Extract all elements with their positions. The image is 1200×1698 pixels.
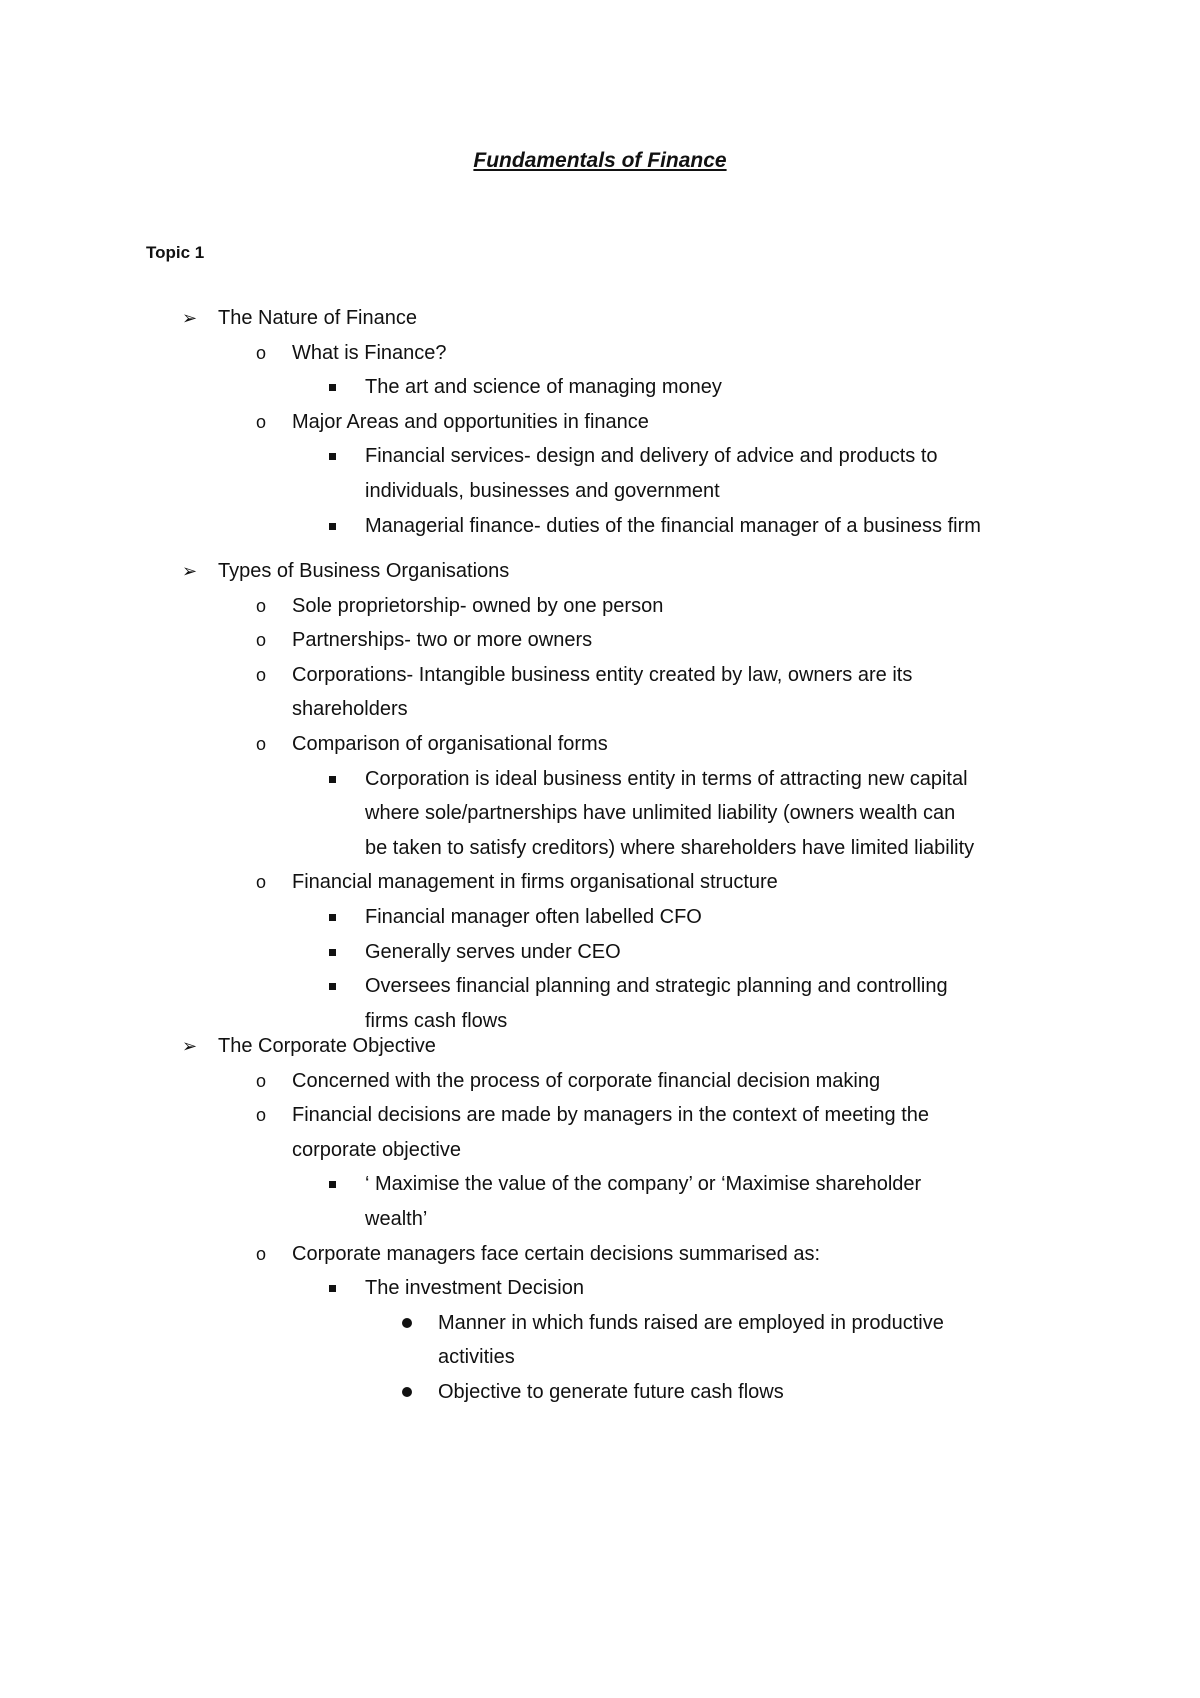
arrowhead-bullet-icon: ➢ (182, 561, 198, 581)
square-bullet-icon (329, 1181, 336, 1188)
square-bullet-icon (329, 914, 336, 921)
square-bullet-icon (329, 453, 336, 460)
circle-bullet-icon: o (256, 1105, 267, 1126)
list-item-text: corporate objective (292, 1138, 461, 1161)
list-item-text: Major Areas and opportunities in finance (292, 410, 649, 433)
list-item-text: wealth’ (365, 1207, 428, 1230)
list-item (0, 509, 1200, 544)
circle-bullet-icon: o (256, 664, 267, 685)
section-heading-text: The Nature of Finance (218, 307, 417, 329)
list-item-text: Financial services- design and delivery of advice and products to (365, 445, 938, 468)
list-item (0, 1306, 1200, 1341)
list-item (0, 336, 1200, 371)
list-item (0, 474, 1200, 509)
dot-bullet-icon (402, 1318, 412, 1328)
list-item (0, 900, 1200, 935)
section-heading-text: Types of Business Organisations (218, 560, 510, 582)
list-item-text: firms cash flows (365, 1009, 508, 1032)
list-item-text: be taken to satisfy creditors) where shareholders have limited liability (365, 836, 975, 859)
arrowhead-bullet-icon: ➢ (182, 1036, 198, 1056)
list-item-text: Manner in which funds raised are employed in productive (438, 1311, 944, 1334)
list-item (0, 796, 1200, 831)
circle-bullet-icon: o (256, 1243, 267, 1264)
list-item-text: activities (438, 1346, 515, 1369)
list-item (0, 1064, 1200, 1099)
circle-bullet-icon: o (256, 411, 267, 432)
list-item (0, 623, 1200, 658)
list-item-text: Managerial finance- duties of the financial manager of a business firm (365, 514, 981, 537)
section-nature-of-finance (0, 301, 1200, 543)
list-item (0, 1340, 1200, 1375)
section-heading (0, 1029, 1200, 1064)
list-item-text: Financial management in firms organisational structure (292, 871, 778, 894)
list-item (0, 439, 1200, 474)
list-item-text: The art and science of managing money (365, 376, 722, 399)
list-item (0, 1202, 1200, 1237)
circle-bullet-icon: o (256, 1070, 267, 1091)
list-item (0, 1167, 1200, 1202)
list-item-text: Concerned with the process of corporate financial decision making (292, 1069, 881, 1092)
list-item (0, 405, 1200, 440)
circle-bullet-icon: o (256, 595, 267, 616)
list-item-text: Partnerships- two or more owners (292, 629, 593, 652)
section-heading-text: The Corporate Objective (218, 1035, 436, 1057)
list-item-text: Corporation is ideal business entity in terms of attracting new capital (365, 767, 968, 790)
list-item-text: ‘ Maximise the value of the company’ or ‘Maximise shareholder (365, 1173, 922, 1196)
list-item (0, 658, 1200, 693)
list-item-text: shareholders (292, 698, 408, 721)
list-item-text: Financial decisions are made by managers in the context of meeting the (292, 1104, 930, 1127)
list-item (0, 865, 1200, 900)
topic-label: Topic 1 (146, 243, 205, 262)
list-item-text: where sole/partnerships have unlimited liability (owners wealth can (365, 802, 956, 825)
list-item-text: Oversees financial planning and strategic planning and controlling (365, 975, 948, 998)
list-item (0, 762, 1200, 797)
list-item (0, 1133, 1200, 1168)
list-item-text: Comparison of organisational forms (292, 732, 608, 755)
square-bullet-icon (329, 1285, 336, 1292)
circle-bullet-icon: o (256, 733, 267, 754)
list-item (0, 1375, 1200, 1410)
list-item (0, 969, 1200, 1004)
section-corporate-objective (0, 1029, 1200, 1410)
list-item-text: The investment Decision (365, 1277, 584, 1300)
list-item-text: Financial manager often labelled CFO (365, 905, 702, 928)
circle-bullet-icon: o (256, 342, 267, 363)
arrowhead-bullet-icon: ➢ (182, 308, 198, 328)
section-heading (0, 554, 1200, 589)
square-bullet-icon (329, 983, 336, 990)
list-item (0, 589, 1200, 624)
circle-bullet-icon: o (256, 872, 267, 893)
list-item-text: What is Finance? (292, 341, 447, 364)
list-item (0, 370, 1200, 405)
square-bullet-icon (329, 523, 336, 530)
square-bullet-icon (329, 776, 336, 783)
list-item-text: Corporations- Intangible business entity created by law, owners are its (292, 663, 913, 686)
document-title: Fundamentals of Finance (473, 149, 727, 172)
list-item (0, 727, 1200, 762)
list-item (0, 831, 1200, 866)
section-heading (0, 301, 1200, 336)
list-item-text: Objective to generate future cash flows (438, 1380, 784, 1403)
square-bullet-icon (329, 949, 336, 956)
circle-bullet-icon: o (256, 630, 267, 651)
list-item-text: Generally serves under CEO (365, 940, 621, 963)
list-item (0, 1271, 1200, 1306)
list-item (0, 1237, 1200, 1272)
square-bullet-icon (329, 384, 336, 391)
dot-bullet-icon (402, 1387, 412, 1397)
list-item-text: Sole proprietorship- owned by one person (292, 594, 664, 617)
list-item-text: Corporate managers face certain decisions summarised as: (292, 1242, 821, 1265)
list-item (0, 935, 1200, 970)
list-item-text: individuals, businesses and government (365, 479, 720, 502)
section-types-of-business-organisations (0, 554, 1200, 1038)
list-item (0, 692, 1200, 727)
list-item (0, 1098, 1200, 1133)
